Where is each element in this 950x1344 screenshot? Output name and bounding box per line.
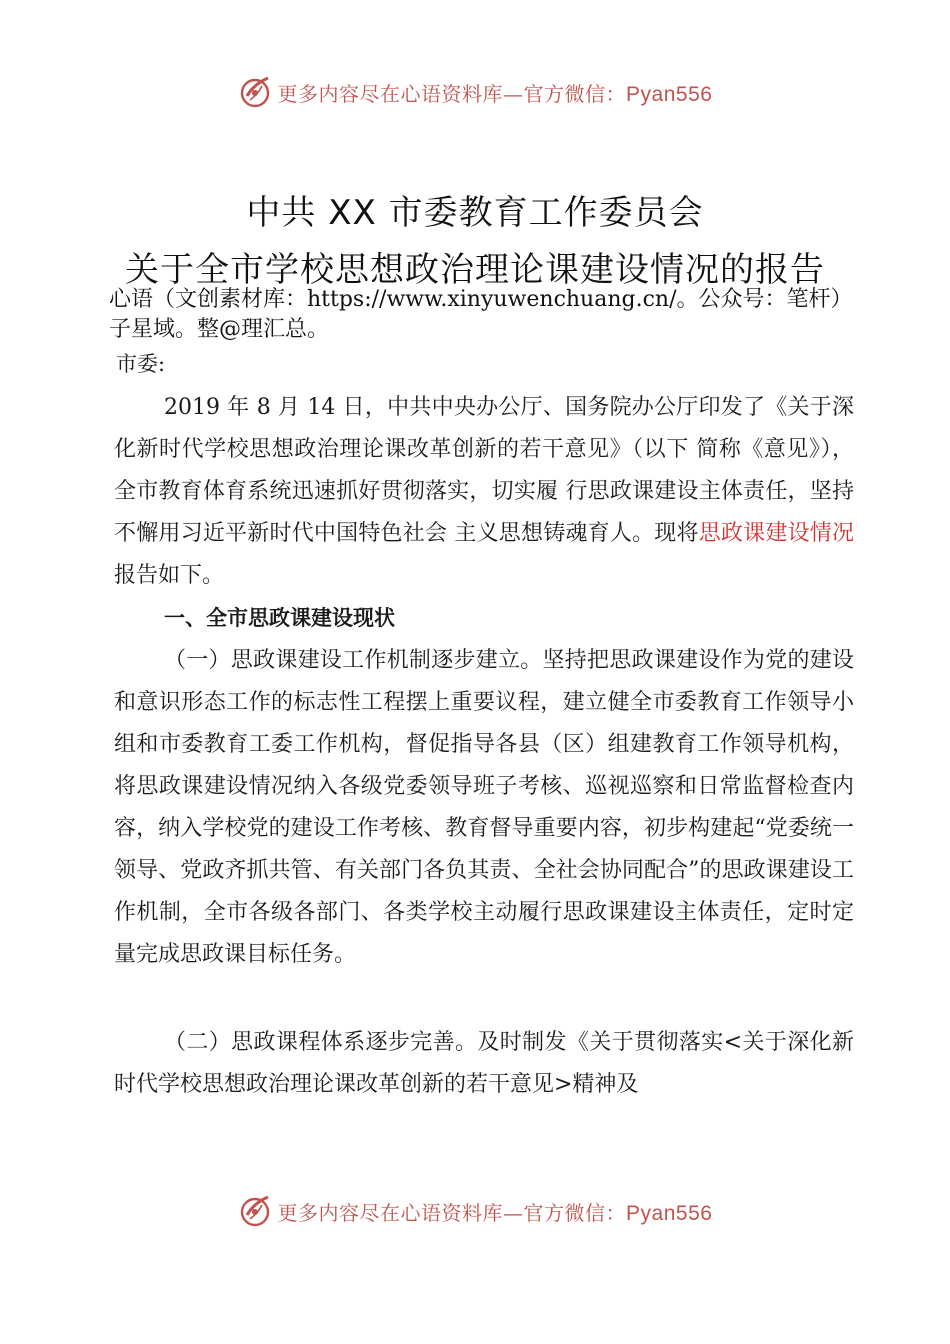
intro-text: 2019 年 8 月 14 日，中共中央办公厅、国务院办公厅印发了《关于深化新时代学校思想政治理论课改革创新的若干意见》（以下 简称《意见》），全市教育体育系统迅速抓好贯彻落实，切实履 行思政课建设主体责任，坚持不懈用习近平新时代中国特色社会 主义思想铸魂育人。现将 (114, 395, 854, 546)
watermark-wechat-label: 官方微信： (523, 1200, 627, 1225)
section-heading-1: 一、全市思政课建设现状 (164, 606, 395, 630)
xinyu-logo-icon (238, 74, 274, 110)
watermark-text (278, 1197, 713, 1226)
watermark-wechat-label: 官方微信： (523, 81, 627, 106)
highlighted-link-text[interactable]: 思政课建设情况 (698, 521, 854, 546)
header-watermark-banner (0, 72, 950, 112)
source-note: 心语（文创素材库：https://www.xinyuwenchuang.cn/。公众号：笔杆）子星域。整@理汇总。 (109, 287, 853, 342)
document-title-line1: 中共 XX 市委教育工作委员会 (246, 193, 704, 233)
body-paragraph-1: （一）思政课建设工作机制逐步建立。坚持把思政课建设作为党的建设和意识形态工作的标志性工程摆上重要议程，建立健全市委教育工作领导小组和市委教育工委工作机构，督促指导各县（区）组建教育工作领导机构，将思政课建设情况纳入各级党委领导班子考核、巡视巡察和日常监督检查内容，纳入学校党的建设工作考核、教育督导重要内容，初步构建起“党委统一领导、党政齐抓共管、有关部门各负其责、全社会协同配合”的思政课建设工作机制，全市各级各部门、各类学校主动履行思政课建设主体责任，定时定量完成思政课目标任务。 (114, 648, 854, 967)
watermark-text (278, 78, 713, 107)
watermark-separator: — (503, 1200, 524, 1225)
intro-text-end: 报告如下。 (114, 563, 225, 588)
body-paragraph-2: （二）思政课程体系逐步完善。及时制发《关于贯彻落实<关于深化新时代学校思想政治理论课改革创新的若干意见>精神及 (114, 1030, 854, 1097)
footer-watermark-banner (0, 1191, 950, 1231)
watermark-library-text: 更多内容尽在心语资料库 (277, 81, 504, 106)
watermark-separator: — (503, 81, 524, 106)
watermark-wechat-id: Pyan556 (626, 82, 713, 106)
salutation: 市委: (116, 352, 166, 376)
intro-paragraph (114, 387, 854, 597)
watermark-wechat-id: Pyan556 (626, 1201, 713, 1225)
xinyu-logo-icon (238, 1193, 274, 1229)
watermark-library-text: 更多内容尽在心语资料库 (277, 1200, 504, 1225)
document-title-line2: 关于全市学校思想政治理论课建设情况的报告 (125, 250, 825, 290)
